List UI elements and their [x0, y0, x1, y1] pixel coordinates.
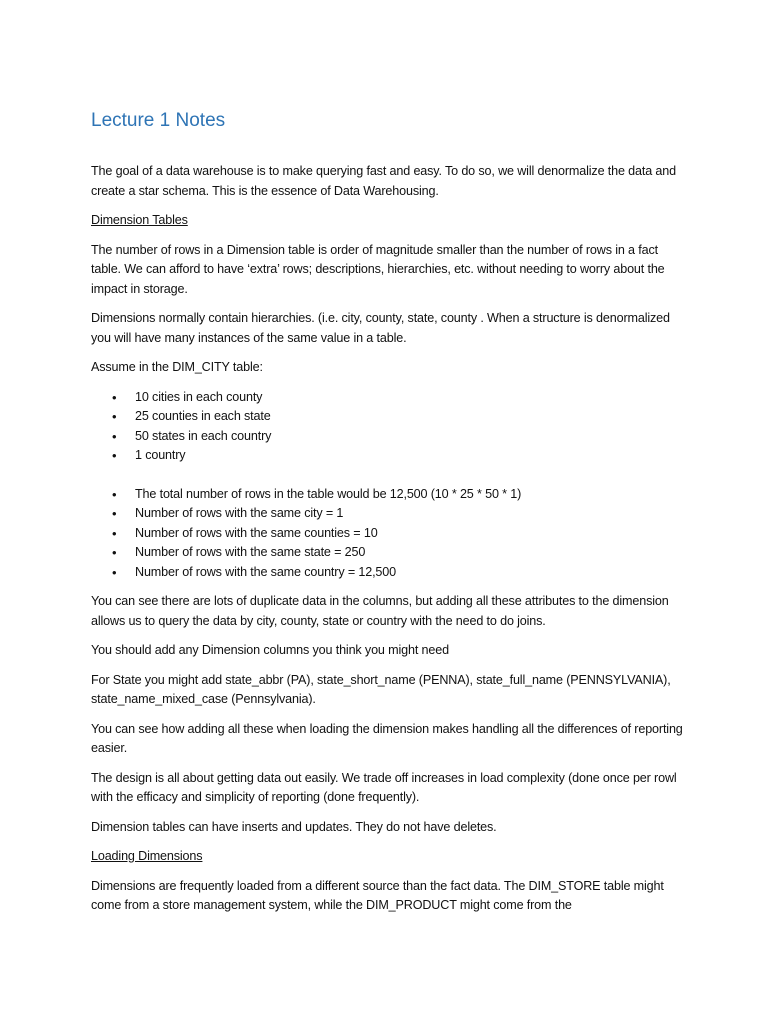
bullet-icon: • [112, 448, 117, 463]
bullet-icon: • [112, 409, 117, 424]
paragraph-intro: The goal of a data warehouse is to make querying fast and easy. To do so, we will denormalize the data and create a star schema. This is the essence of Data Warehousing. [91, 164, 676, 198]
paragraph-state-example: For State you might add state_abbr (PA), state_short_name (PENNA), state_full_name (PENNSYLVANIA), state_name_mixed_case (Pennsylvania). [91, 672, 671, 706]
paragraph-add-columns: You should add any Dimension columns you think you might need [91, 643, 449, 657]
paragraph-row-counts: The number of rows in a Dimension table is order of magnitude smaller than the number of rows in a fact table. We can afford to have ‘extra’ rows; descriptions, hierarchies, etc. without needing to worry about the impact in storage. [91, 242, 665, 296]
paragraph-inserts-updates: Dimension tables can have inserts and updates. They do not have deletes. [91, 819, 497, 834]
list-item: • 25 counties in each state [91, 407, 687, 427]
list-item: • 50 states in each country [91, 427, 687, 447]
document-page [91, 108, 687, 926]
bullet-icon: • [112, 506, 117, 521]
list-item: • 10 cities in each county [91, 388, 687, 408]
bullet-list-city-assumptions [91, 388, 687, 466]
bullet-list-row-totals [91, 485, 687, 583]
list-item: • The total number of rows in the table would be 12,500 (10 * 25 * 50 * 1) [91, 485, 687, 505]
bullet-icon: • [112, 525, 117, 541]
paragraph-duplicate-data: You can see there are lots of duplicate data in the columns, but adding all these attributes to the dimension allows us to query the data by city, county, state or country with the need to do joins. [91, 594, 669, 628]
bullet-icon: • [112, 486, 117, 502]
paragraph-hierarchies: Dimensions normally contain hierarchies. (i.e. city, county, state, county . When a structure is denormalized you will have many instances of the same value in a table. [91, 311, 670, 345]
list-item: • Number of rows with the same state = 250 [91, 543, 687, 563]
list-item: • Number of rows with the same counties = 10 [91, 524, 687, 544]
paragraph-reporting-easier: You can see how adding all these when loading the dimension makes handling all the differences of reporting easier. [91, 721, 683, 755]
list-item: • Number of rows with the same city = 1 [91, 504, 687, 524]
section-heading-loading-dimensions: Loading Dimensions [91, 849, 203, 863]
paragraph-loading-sources: Dimensions are frequently loaded from a different source than the fact data. The DIM_STORE table might come from a store management system, while the DIM_PRODUCT might come from the [91, 878, 664, 912]
section-heading-dimension-tables: Dimension Tables [91, 213, 188, 227]
paragraph-design-tradeoff: The design is all about getting data out easily. We trade off increases in load complexity (done once per rowl with the efficacy and simplicity of reporting (done frequently). [91, 770, 677, 804]
list-item: • Number of rows with the same country = 12,500 [91, 563, 687, 583]
bullet-icon: • [112, 389, 117, 405]
bullet-icon: • [112, 428, 117, 444]
bullet-icon: • [112, 564, 117, 580]
bullet-icon: • [112, 545, 117, 560]
list-item: • 1 country [91, 446, 687, 466]
paragraph-assume: Assume in the DIM_CITY table: [91, 360, 263, 374]
page-title: Lecture 1 Notes [91, 110, 226, 131]
